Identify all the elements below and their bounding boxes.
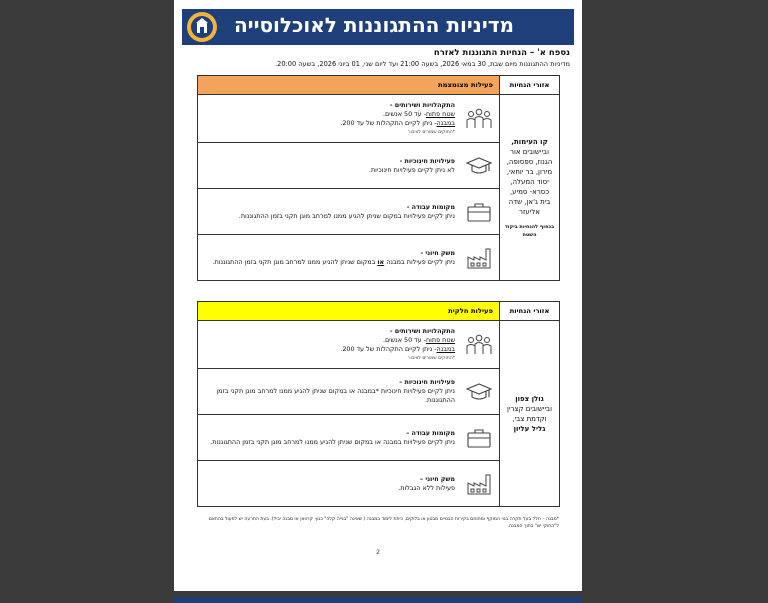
zone-description [500, 95, 560, 281]
activity-detail: לא ניתן לקיים פעילויות חינוכיות. [368, 165, 455, 174]
activity-level-header: פעילות מצומצמת [198, 76, 500, 95]
zone-towns: וביישובים קצרין וקדמת צבי, [507, 404, 552, 423]
restricted-activity-table [197, 75, 560, 281]
activity-education [198, 143, 500, 189]
activity-workplaces [198, 415, 500, 461]
activity-title: מקומות עבודה – [406, 428, 455, 437]
graduation-cap-icon [465, 153, 493, 179]
activity-gatherings [198, 95, 500, 143]
activity-title: פעילויות חינוכיות - [399, 156, 455, 165]
graduation-cap-icon [465, 379, 493, 405]
policy-period: מדיניות ההתגוננות מיום שבת, 30 במאי 2026, בשעה 21:00 ועד ליום שני, 01 ביוני 2026, בשעה 20:00. [275, 60, 570, 68]
activity-title: פעילויות חינוכיות – [399, 378, 455, 386]
home-front-command-logo-icon [186, 11, 218, 43]
activity-detail: ניתן לקיים פעילויות במבנה או במקום שניתן להגיע ממנו למרחב מוגן תקני בזמן ההתגוננות. [210, 437, 455, 446]
people-icon [465, 106, 493, 132]
activity-detail: ניתן לקיים פעילויות חינוכיות *במבנה או במקום שניתן להגיע ממנו למרחב מוגן תקני בזמן ההתגוננות. [216, 387, 455, 404]
activity-level-header: פעילות חלקית [198, 302, 500, 321]
zone-name: גולן צפון [515, 394, 544, 403]
small-note: *החוקים שמורים לציבור [408, 129, 455, 135]
next-page-banner-edge [174, 597, 582, 603]
building-limit: - ניתן לקיים התקהלות של עד 200. [340, 344, 437, 353]
activity-title: מקומות עבודה - [406, 202, 455, 211]
activity-workplaces [198, 189, 500, 235]
open-area-label: שטח פתוח [426, 109, 455, 118]
footnote: *מבנה – חלל בעל תקרה בנוי המוקף ומתוחם בקירות הבנויים מבטון או בלוקים, כיתת לימוד במבנה ( שאינה "בנייה קלה" כגון- קרוואן או מבנה יביל). בעת התרעה יש לפעול בהתאם ל"החוקי יש" בתוך המבנה. [208, 517, 559, 529]
people-icon [465, 332, 493, 358]
zone-header: אזורי הנחיות [500, 76, 560, 95]
activity-title: התקהלויות ושירותים - [389, 326, 455, 335]
factory-icon [465, 245, 493, 271]
zone-note: בכפוף להנחיות ביקוד השטח [504, 223, 555, 238]
factory-icon [465, 471, 493, 497]
building-limit: - ניתן לקיים התקהלות של עד 200. [340, 118, 437, 127]
partial-activity-table [197, 301, 560, 507]
page-title: מדיניות ההתגוננות לאוכלוסייה [233, 13, 514, 37]
activity-detail-c: במקום שניתן להגיע ממנו למרחב מוגן תקני בזמן ההתגוננות. [212, 257, 376, 266]
briefcase-icon [465, 199, 493, 225]
activity-title: התקהלויות ושירותים - [389, 100, 455, 109]
building-label: במבנה [436, 118, 455, 127]
activity-title: משק חיוני - [420, 248, 455, 257]
zone-name: קו העימות, [511, 137, 548, 146]
page-number: 2 [376, 549, 380, 556]
open-area-label: שטח פתוח [426, 335, 455, 344]
small-note: *החוקים שמורים לציבור [408, 355, 455, 361]
activity-education [198, 369, 500, 415]
zone-header: אזורי הנחיות [500, 302, 560, 321]
activity-gatherings [198, 321, 500, 369]
zone-description [500, 321, 560, 507]
open-area-limit: - עד 50 אנשים. [382, 109, 426, 118]
activity-detail-a: ניתן לקיים פעילות במבנה [386, 257, 455, 266]
activity-title: משק חיוני – [419, 474, 455, 483]
title-banner [182, 9, 574, 45]
document-page [174, 0, 582, 591]
briefcase-icon [465, 425, 493, 451]
building-label: במבנה [436, 344, 455, 353]
zone-name-2: גליל עליון [513, 424, 546, 433]
open-area-limit: - עד 50 אנשים. [382, 335, 426, 344]
activity-essential-economy [198, 235, 500, 281]
activity-detail: פעילות ללא הגבלות. [398, 483, 455, 492]
activity-detail-or: או [377, 257, 385, 266]
activity-detail: ניתן לקיים פעילויות במקום שניתן להגיע ממנו למרחב מוגן תקני בזמן ההתגוננות. [238, 211, 455, 220]
appendix-title: נספח א' – הנחיות התגוננות לאזרח [433, 48, 570, 58]
zone-towns: וביישובים אור הגנוז, ספסופה, מירון, בר יוחאי, יסוד המעלה, כסרא- סמיע, בית ג'אן, שדה אליעזר [506, 147, 553, 216]
activity-essential-economy [198, 461, 500, 507]
